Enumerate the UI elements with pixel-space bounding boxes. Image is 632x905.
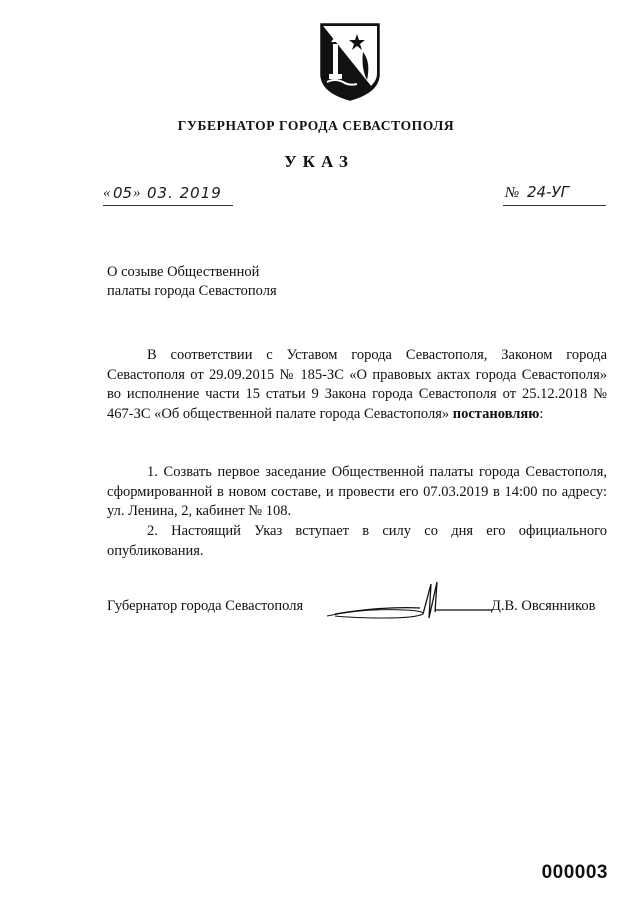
document-type-title: УКАЗ: [284, 152, 354, 171]
date-month-year: 03. 2019: [147, 184, 222, 202]
decree-item-2: 2. Настоящий Указ вступает в силу со дня его официального опубликования.: [107, 523, 607, 559]
subject-line-1: О созыве Общественной: [107, 264, 260, 280]
coat-of-arms-emblem: [319, 22, 381, 102]
signatory-title: Губернатор города Севастополя: [107, 598, 304, 614]
preamble-paragraph: [107, 346, 607, 424]
date-close-quote: »: [133, 185, 141, 201]
issuing-authority: ГУБЕРНАТОР ГОРОДА СЕВАСТОПОЛЯ: [177, 118, 455, 133]
document-date: [103, 185, 233, 206]
decree-colon: :: [539, 405, 544, 422]
number-value: 24-УГ: [527, 183, 569, 201]
decree-word: постановляю: [452, 405, 540, 422]
preamble-text: В соответствии с Уставом города Севастополя, Законом города Севастополя от 29.09.2015 № 185-ЗС «О правовых актах города Севастополя» во исполнение части 15 статьи 9 Закона города Севастополя от 25.12.2018 № 467-ЗС «Об общественной палате города Севастополя»: [107, 347, 607, 422]
date-open-quote: «: [103, 185, 111, 201]
signatory-name: Д.В. Овсянников: [491, 598, 596, 614]
number-sign: №: [505, 185, 520, 201]
decree-item-1: 1. Созвать первое заседание Общественной палаты города Севастополя, сформированной в новом составе, и провести его 07.03.2019 в 14:00 по адресу: ул. Ленина, 2, кабинет № 108.: [107, 464, 607, 519]
handwritten-signature: [325, 578, 495, 628]
document-serial-number: 000003: [541, 862, 608, 883]
document-subject: [107, 263, 407, 301]
document-number: [503, 185, 606, 206]
date-day: 05: [113, 184, 133, 202]
subject-line-2: палаты города Севастополя: [107, 283, 277, 299]
